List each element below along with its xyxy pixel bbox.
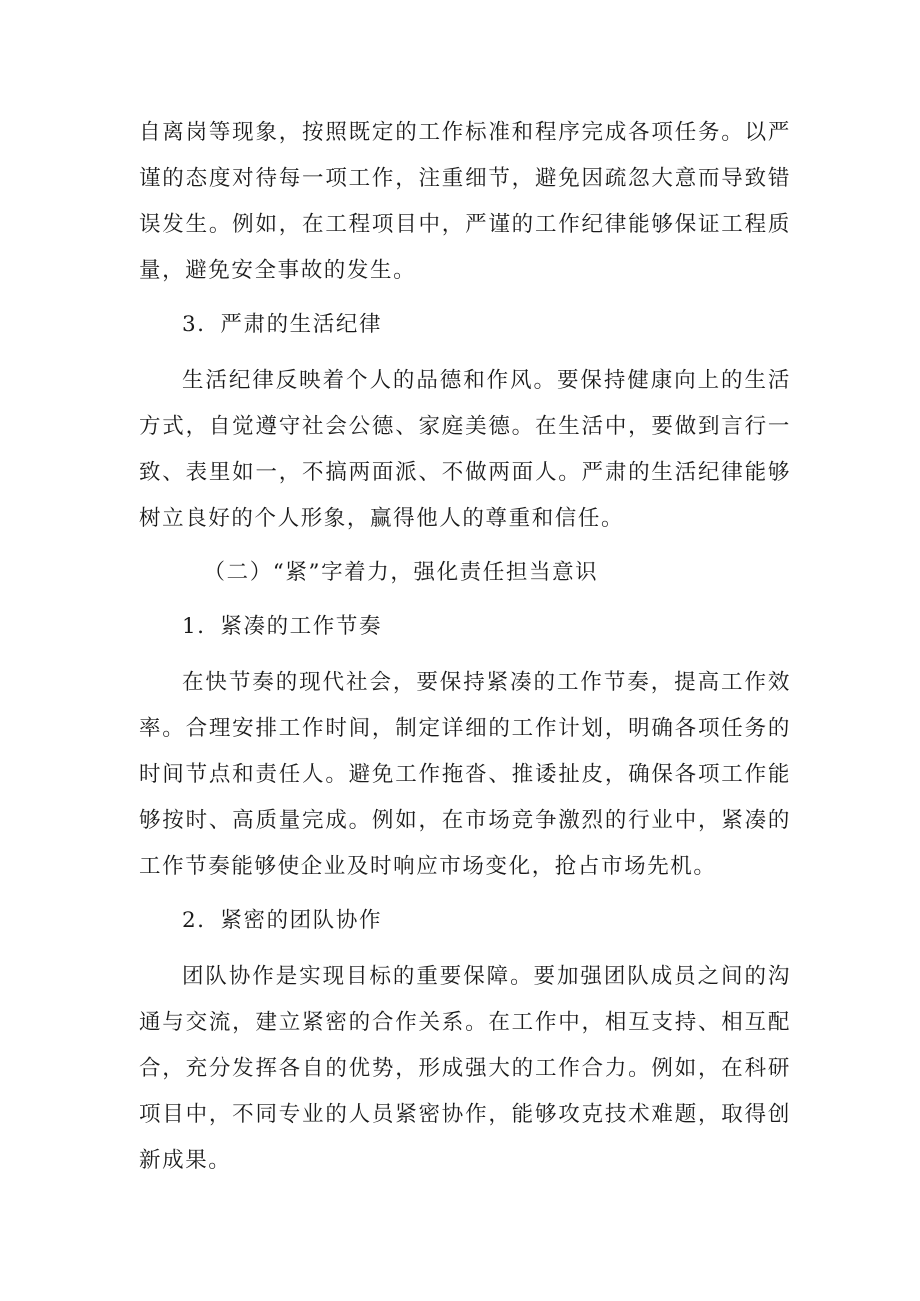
- subheading-work-rhythm: 1．紧凑的工作节奏: [182, 614, 383, 639]
- paragraph-work-rhythm: 在快节奏的现代社会，要保持紧凑的工作节奏，提高工作效率。合理安排工作时间，制定详细的工作计划，明确各项任务的时间节点和责任人。避免工作拖沓、推诿扯皮，确保各项工作能够按时、高质量完成。例如，在市场竞争激烈的行业中，紧凑的工作节奏能够使企业及时响应市场变化，抢占市场先机。: [139, 670, 791, 879]
- subheading-life-discipline: 3．严肃的生活纪律: [182, 312, 383, 337]
- paragraph-life-discipline: 生活纪律反映着个人的品德和作风。要保持健康向上的生活方式，自觉遵守社会公德、家庭美德。在生活中，要做到言行一致、表里如一，不搞两面派、不做两面人。严肃的生活纪律能够树立良好的个人形象，赢得他人的尊重和信任。: [139, 368, 791, 531]
- document-body: [139, 110, 791, 1184]
- subheading-team-collaboration: 2．紧密的团队协作: [182, 908, 383, 933]
- paragraph-team-collaboration: 团队协作是实现目标的重要保障。要加强团队成员之间的沟通与交流，建立紧密的合作关系。在工作中，相互支持、相互配合，充分发挥各自的优势，形成强大的工作合力。例如，在科研项目中，不同专业的人员紧密协作，能够攻克技术难题，取得创新成果。: [139, 964, 791, 1173]
- section-heading-responsibility: （二）“紧”字着力，强化责任担当意识: [203, 560, 599, 585]
- paragraph-continued: 自离岗等现象，按照既定的工作标准和程序完成各项任务。以严谨的态度对待每一项工作，注重细节，避免因疏忽大意而导致错误发生。例如，在工程项目中，严谨的工作纪律能够保证工程质量，避免安全事故的发生。: [139, 120, 791, 283]
